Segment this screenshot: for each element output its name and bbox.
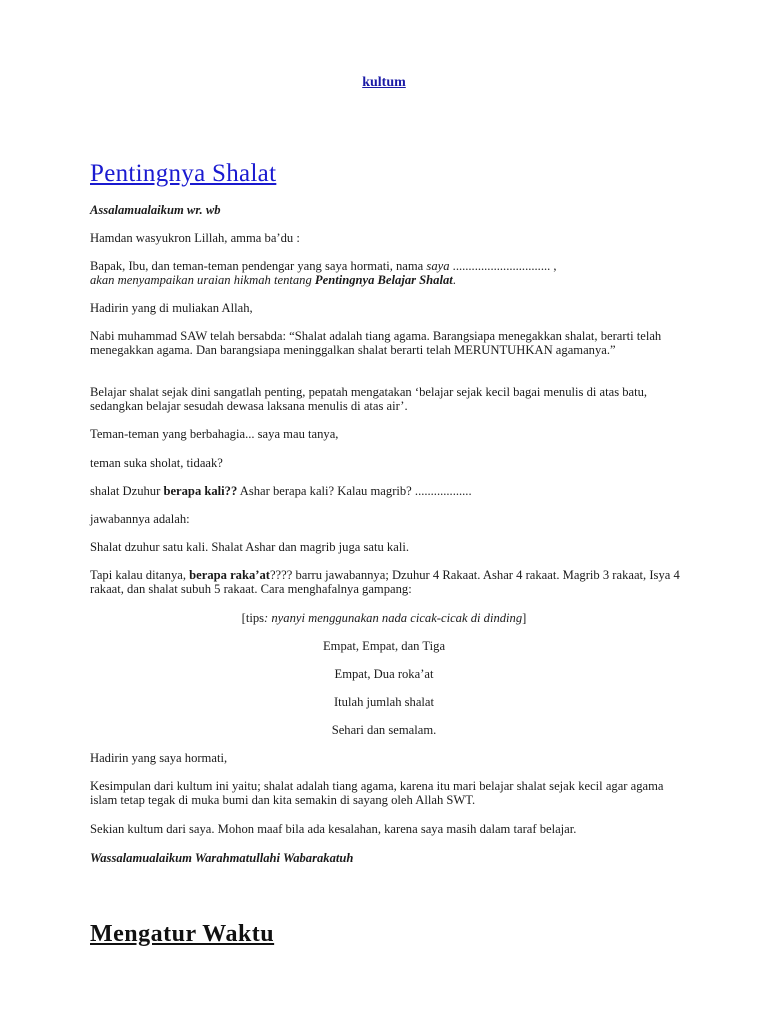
paragraph-bapak-end: . <box>452 273 456 287</box>
tips-italic: : nyanyi menggunakan nada cicak-cicak di dinding <box>264 611 523 625</box>
paragraph-teman-2: teman suka sholat, tidaak? <box>90 456 223 470</box>
shalat-question-text2: Ashar berapa kali? Kalau magrib? .................. <box>237 484 472 498</box>
paragraph-bapak <box>90 259 690 287</box>
paragraph-belajar: Belajar shalat sejak dini sangatlah penting, pepatah mengatakan ‘belajar sejak kecil bagai menulis di atas batu, sedangkan belajar sesudah dewasa laksana menulis di atas air’. <box>90 385 648 413</box>
paragraph-hadirin-2: Hadirin yang saya hormati, <box>90 751 228 765</box>
paragraph-bapak-text1: Bapak, Ibu, dan teman-teman pendengar yang saya hormati, nama <box>90 259 427 273</box>
paragraph-hamdan: Hamdan wasyukron Lillah, amma ba’du : <box>90 231 300 245</box>
shalat-question-text1: shalat Dzuhur <box>90 484 164 498</box>
tips-close: ] <box>522 611 527 625</box>
greeting: Assalamualaikum wr. wb <box>90 203 221 217</box>
tapi-bold: berapa raka’at <box>189 568 270 582</box>
closing-greeting: Wassalamualaikum Warahmatullahi Wabarakatuh <box>90 851 354 865</box>
paragraph-bapak-dots: ............................... , <box>449 259 557 273</box>
song-line-1: Empat, Empat, dan Tiga <box>322 639 446 653</box>
paragraph-dzuhur: Shalat dzuhur satu kali. Shalat Ashar dan magrib juga satu kali. <box>90 540 409 554</box>
paragraph-jawaban: jawabannya adalah: <box>90 512 190 526</box>
song-line-4: Sehari dan semalam. <box>331 723 437 737</box>
paragraph-hadirin-1: Hadirin yang di muliakan Allah, <box>90 301 253 315</box>
tapi-text2: ???? barru jawabannya; Dzuhur 4 Rakaat. Ashar 4 rakaat. Magrib 3 rakaat, Isya 4 rakaat, dan shalat subuh 5 rakaat. Cara menghafalnya gampang: <box>90 568 680 596</box>
section-title-pentingnya-shalat: Pentingnya Shalat <box>90 160 277 187</box>
paragraph-sekian: Sekian kultum dari saya. Mohon maaf bila ada kesalahan, karena saya masih dalam taraf belajar. <box>90 822 577 836</box>
paragraph-tapi <box>90 568 690 596</box>
paragraph-bapak-saya: saya <box>426 259 450 273</box>
song-line-2: Empat, Dua roka’at <box>334 667 434 681</box>
paragraph-bapak-text2: akan menyampaikan uraian hikmah tentang <box>90 273 315 287</box>
tapi-text1: Tapi kalau ditanya, <box>90 568 190 582</box>
section-title-mengatur-waktu: Mengatur Waktu <box>90 921 275 947</box>
paragraph-kesimpulan: Kesimpulan dari kultum ini yaitu; shalat adalah tiang agama, karena itu mari belajar shalat sejak kecil agar agama islam tetap tegak di muka bumi dan kita semakin di sayang oleh Allah SWT. <box>90 779 664 807</box>
kultum-link[interactable]: kultum <box>362 75 406 90</box>
paragraph-teman-1: Teman-teman yang berbahagia... saya mau tanya, <box>90 427 339 441</box>
paragraph-shalat-question <box>90 484 690 498</box>
paragraph-nabi: Nabi muhammad SAW telah bersabda: “Shalat adalah tiang agama. Barangsiapa menegakkan shalat, berarti telah menegakkan agama. Dan barangsiapa meninggalkan shalat berarti telah MERUNTUHKAN agamanya.” <box>90 329 662 357</box>
tips-line <box>0 611 768 625</box>
song-line-3: Itulah jumlah shalat <box>333 695 435 709</box>
paragraph-bapak-bold: Pentingnya Belajar Shalat <box>314 273 453 287</box>
shalat-question-bold: berapa kali?? <box>163 484 238 498</box>
tips-open: [tips <box>241 611 265 625</box>
